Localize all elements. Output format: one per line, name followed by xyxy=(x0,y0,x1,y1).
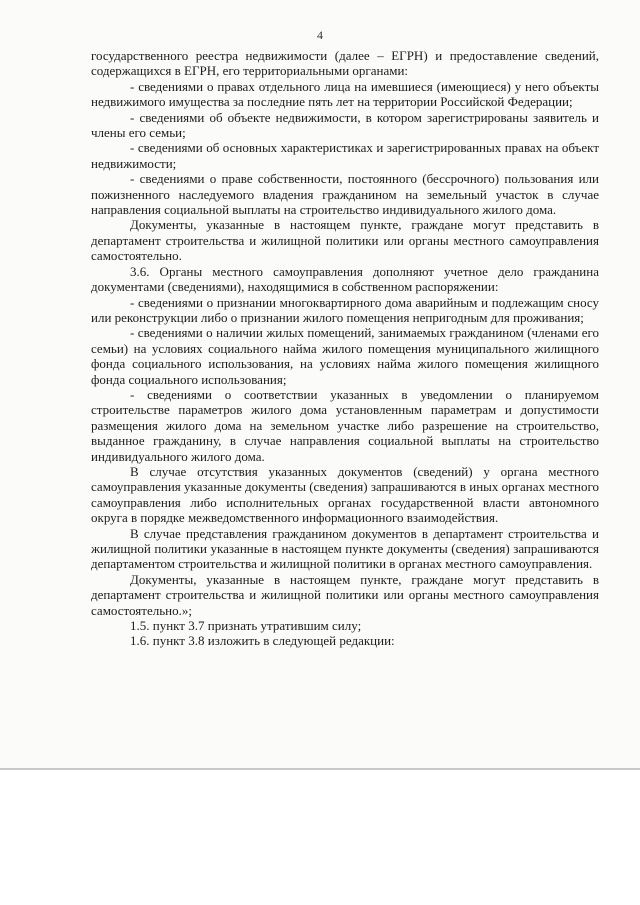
paragraph: - сведениями о праве собственности, постоянного (бессрочного) пользования или пожизненного наследуемого владения гражданином на земельный участок в случае направления социальной выплаты на строительство индивидуального жилого дома. xyxy=(91,171,599,218)
page-number: 4 xyxy=(317,28,323,42)
document-body xyxy=(91,48,599,649)
paragraph: Документы, указанные в настоящем пункте, граждане могут представить в департамент строительства и жилищной политики или органы местного самоуправления самостоятельно. xyxy=(91,217,599,264)
paragraph: 3.6. Органы местного самоуправления дополняют учетное дело гражданина документами (сведениями), находящимися в собственном распоряжении: xyxy=(91,263,599,295)
paragraph: - сведениями об объекте недвижимости, в котором зарегистрированы заявитель и члены его семьи; xyxy=(91,109,599,141)
paragraph: государственного реестра недвижимости (далее – ЕГРН) и предоставление сведений, содержащихся в ЕГРН, его территориальными органами: xyxy=(91,48,599,79)
paragraph: - сведениями об основных характеристиках и зарегистрированных правах на объект недвижимости; xyxy=(91,140,599,171)
paragraph: Документы, указанные в настоящем пункте, граждане могут представить в департамент строительства и жилищной политики или органы местного самоуправления самостоятельно.»; xyxy=(91,571,599,618)
paragraph: В случае представления гражданином документов в департамент строительства и жилищной политики указанные в настоящем пункте документы (сведения) запрашиваются департаментом строительства и жилищной политики в органах местного самоуправления. xyxy=(91,525,599,572)
paragraph: 1.5. пункт 3.7 признать утратившим силу; xyxy=(130,618,362,634)
paragraph: - сведениями о правах отдельного лица на имевшиеся (имеющиеся) у него объекты недвижимого имущества за последние пять лет на территории Российской Федерации; xyxy=(91,78,599,110)
paragraph: - сведениями о признании многоквартирного дома аварийным и подлежащим сносу или реконструкции либо о признании жилого помещения непригодным для проживания; xyxy=(91,294,599,325)
paragraph: - сведениями о соответствии указанных в уведомлении о планируемом строительстве параметров жилого дома установленным параметрам и допустимости размещения жилого дома на земельном участке либо разрешение на строительство, выданное гражданину, в случае направления социальной выплаты на строительство индивидуального жилого дома. xyxy=(91,386,599,464)
paragraph: - сведениями о наличии жилых помещений, занимаемых гражданином (членами его семьи) на условиях социального найма жилого помещения муниципального жилищного фонда социального использования, на условиях найма жилого помещения жилищного фонда социального использования; xyxy=(91,325,599,387)
paragraph: В случае отсутствия указанных документов (сведений) у органа местного самоуправления указанные документы (сведения) запрашиваются в иных органах местного самоуправления либо исполнительных органах государственной власти автономного округа в порядке межведомственного информационного взаимодействия. xyxy=(91,463,599,526)
paragraph: 1.6. пункт 3.8 изложить в следующей редакции: xyxy=(130,633,395,649)
